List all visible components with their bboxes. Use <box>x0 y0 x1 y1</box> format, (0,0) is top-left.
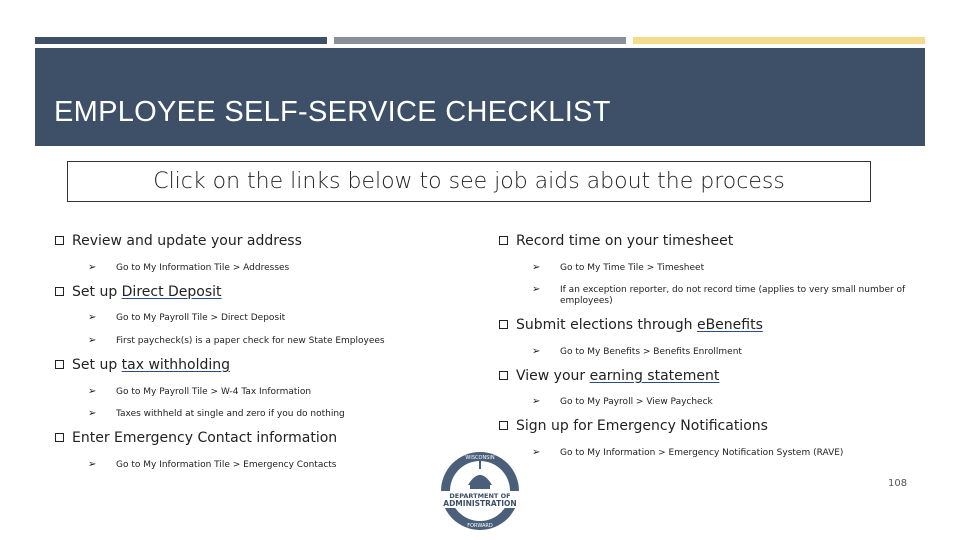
checklist-item-tax-withholding <box>55 357 230 373</box>
seal-bottom-text: FORWARD <box>467 523 493 529</box>
sub-item-text: Go to My Time Tile > Timesheet <box>560 263 705 273</box>
checklist-item-emergency-contact <box>55 430 337 446</box>
item-label: Sign up for Emergency Notifications <box>516 418 768 434</box>
sub-item <box>532 284 910 307</box>
checklist-item-earning-statement <box>499 368 719 384</box>
sub-item <box>88 335 385 347</box>
arrow-bullet-icon: ➢ <box>88 312 97 323</box>
item-label: Record time on your timesheet <box>516 233 734 249</box>
checkbox-icon <box>499 371 508 380</box>
sub-item-text: Go to My Payroll Tile > W-4 Tax Information <box>116 387 312 397</box>
page-title: EMPLOYEE SELF-SERVICE CHECKLIST <box>54 96 611 128</box>
arrow-bullet-icon: ➢ <box>532 284 541 295</box>
sub-item-text: Go to My Payroll > View Paycheck <box>560 397 713 407</box>
checklist-item-emergency-notifications <box>499 418 768 434</box>
sub-item-text: First paycheck(s) is a paper check for new State Employees <box>116 336 385 346</box>
arrow-bullet-icon: ➢ <box>532 447 541 458</box>
page-number: 108 <box>888 478 908 489</box>
sub-item <box>88 459 337 471</box>
arrow-bullet-icon: ➢ <box>88 386 97 397</box>
item-label: Set up <box>72 284 122 300</box>
sub-item <box>532 262 705 274</box>
checkbox-icon <box>55 287 64 296</box>
sub-item-text: Go to My Information Tile > Emergency Contacts <box>116 460 337 470</box>
checkbox-icon <box>55 236 64 245</box>
sub-item <box>88 312 286 324</box>
department-seal-logo <box>440 451 520 531</box>
item-label: Review and update your address <box>72 233 302 249</box>
instruction-box: Click on the links below to see job aids about the process <box>67 161 871 202</box>
sub-item-text: Go to My Information > Emergency Notification System (RAVE) <box>560 448 844 458</box>
accent-bar-navy <box>35 37 327 44</box>
title-banner <box>35 48 925 146</box>
arrow-bullet-icon: ➢ <box>88 262 97 273</box>
item-label: Set up <box>72 357 122 373</box>
sub-item-text: Go to My Payroll Tile > Direct Deposit <box>116 313 286 323</box>
tax-withholding-link[interactable]: tax withholding <box>121 357 231 373</box>
checklist-item-timesheet <box>499 233 733 249</box>
accent-bar-gray <box>334 37 626 44</box>
sub-item-text: If an exception reporter, do not record time (applies to very small number of employees) <box>560 285 906 306</box>
arrow-bullet-icon: ➢ <box>532 396 541 407</box>
sub-item <box>532 396 713 408</box>
capitol-base-icon <box>470 484 490 489</box>
checklist-item-ebenefits <box>499 317 763 333</box>
item-label: Submit elections through <box>516 317 697 333</box>
capitol-spire-icon <box>479 461 481 469</box>
checkbox-icon <box>499 236 508 245</box>
checkbox-icon <box>55 433 64 442</box>
sub-item <box>532 346 742 358</box>
seal-line1: DEPARTMENT OF <box>449 492 511 500</box>
arrow-bullet-icon: ➢ <box>88 335 97 346</box>
checkbox-icon <box>499 320 508 329</box>
checklist-item-direct-deposit <box>55 284 222 300</box>
sub-item <box>88 408 345 420</box>
sub-item-text: Go to My Information Tile > Addresses <box>116 263 290 273</box>
sub-item-text: Go to My Benefits > Benefits Enrollment <box>560 347 742 357</box>
sub-item <box>88 262 290 274</box>
sub-item <box>532 447 844 459</box>
seal-top-text: WISCONSIN <box>465 455 495 461</box>
checkbox-icon <box>499 421 508 430</box>
seal-line2: ADMINISTRATION <box>443 499 517 508</box>
checklist-item-address <box>55 233 302 249</box>
ebenefits-link[interactable]: eBenefits <box>696 317 763 333</box>
arrow-bullet-icon: ➢ <box>532 262 541 273</box>
item-label: Enter Emergency Contact information <box>72 430 338 446</box>
sub-item-text: Taxes withheld at single and zero if you do nothing <box>116 409 345 419</box>
accent-bar-gold <box>633 37 925 44</box>
checkbox-icon <box>55 360 64 369</box>
item-label: View your <box>516 368 590 384</box>
arrow-bullet-icon: ➢ <box>88 459 97 470</box>
arrow-bullet-icon: ➢ <box>88 408 97 419</box>
earning-statement-link[interactable]: earning statement <box>589 368 720 384</box>
direct-deposit-link[interactable]: Direct Deposit <box>121 284 222 300</box>
sub-item <box>88 386 312 398</box>
arrow-bullet-icon: ➢ <box>532 346 541 357</box>
